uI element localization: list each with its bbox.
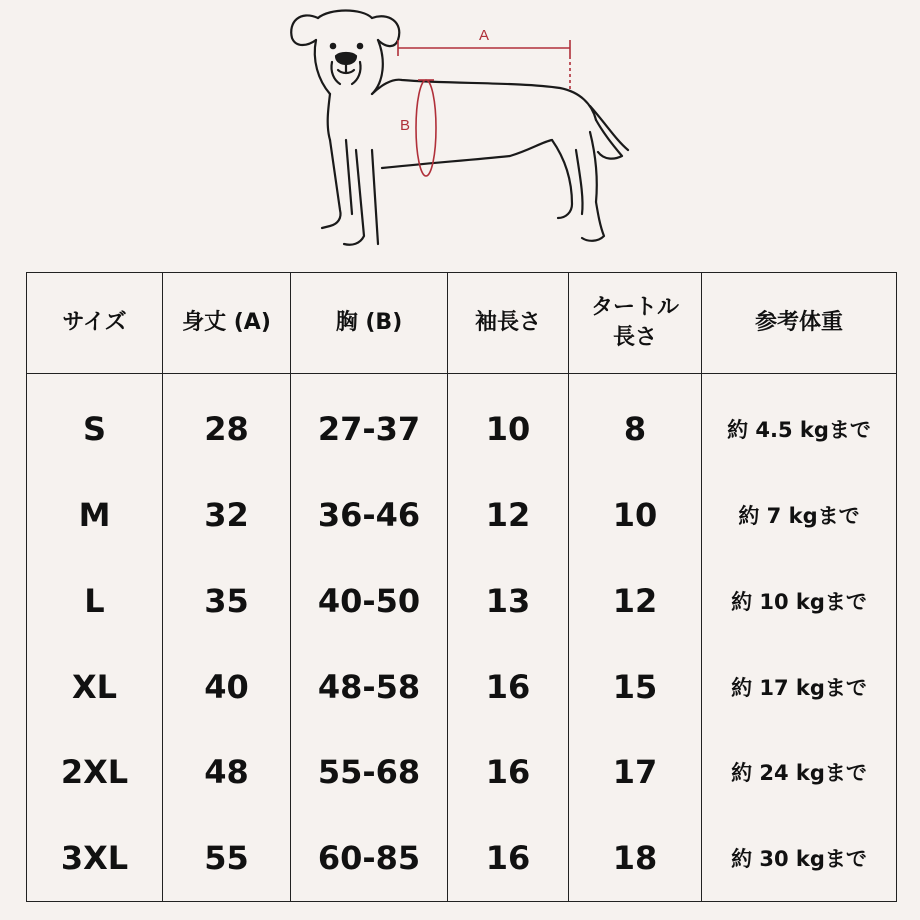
measure-a-label: A — [478, 27, 490, 44]
header-sleeve-length: 袖長さ — [448, 273, 569, 374]
measure-b-label: B — [399, 117, 411, 134]
cell-length: 48 — [163, 730, 291, 816]
dog-measurement-diagram — [0, 0, 920, 270]
cell-length: 32 — [163, 472, 291, 558]
cell-length: 55 — [163, 815, 291, 901]
table-row — [27, 472, 897, 558]
table-header-row — [27, 273, 897, 374]
header-reference-weight: 参考体重 — [702, 273, 897, 374]
cell-chest: 40-50 — [291, 558, 448, 644]
cell-size: L — [27, 558, 163, 644]
cell-chest: 55-68 — [291, 730, 448, 816]
cell-size: S — [27, 374, 163, 473]
cell-turtle: 17 — [569, 730, 702, 816]
cell-sleeve: 16 — [448, 730, 569, 816]
header-turtle-length-text: タートル 長さ — [590, 295, 679, 350]
cell-size: 2XL — [27, 730, 163, 816]
cell-turtle: 10 — [569, 472, 702, 558]
cell-length: 35 — [163, 558, 291, 644]
cell-weight: 約 4.5 kgまで — [702, 374, 897, 473]
cell-turtle: 12 — [569, 558, 702, 644]
cell-turtle: 18 — [569, 815, 702, 901]
dog-outline — [291, 11, 628, 245]
cell-weight: 約 30 kgまで — [702, 815, 897, 901]
cell-length: 28 — [163, 374, 291, 473]
cell-chest: 36-46 — [291, 472, 448, 558]
dog-illustration — [0, 0, 920, 270]
cell-sleeve: 16 — [448, 644, 569, 730]
header-turtle-length — [569, 273, 702, 374]
table-row — [27, 374, 897, 473]
cell-chest: 27-37 — [291, 374, 448, 473]
measure-b-ellipse — [416, 80, 436, 176]
cell-size: 3XL — [27, 815, 163, 901]
cell-weight: 約 17 kgまで — [702, 644, 897, 730]
cell-weight: 約 10 kgまで — [702, 558, 897, 644]
cell-chest: 48-58 — [291, 644, 448, 730]
cell-size: XL — [27, 644, 163, 730]
table-row — [27, 558, 897, 644]
table-row — [27, 730, 897, 816]
header-size: サイズ — [27, 273, 163, 374]
header-chest-b: 胸 (B) — [291, 273, 448, 374]
cell-length: 40 — [163, 644, 291, 730]
cell-weight: 約 24 kgまで — [702, 730, 897, 816]
cell-sleeve: 16 — [448, 815, 569, 901]
cell-sleeve: 10 — [448, 374, 569, 473]
table-row — [27, 644, 897, 730]
cell-turtle: 15 — [569, 644, 702, 730]
cell-chest: 60-85 — [291, 815, 448, 901]
cell-turtle: 8 — [569, 374, 702, 473]
size-chart-table — [26, 272, 897, 902]
cell-sleeve: 12 — [448, 472, 569, 558]
header-length-a: 身丈 (A) — [163, 273, 291, 374]
cell-sleeve: 13 — [448, 558, 569, 644]
table-row — [27, 815, 897, 901]
cell-size: M — [27, 472, 163, 558]
cell-weight: 約 7 kgまで — [702, 472, 897, 558]
